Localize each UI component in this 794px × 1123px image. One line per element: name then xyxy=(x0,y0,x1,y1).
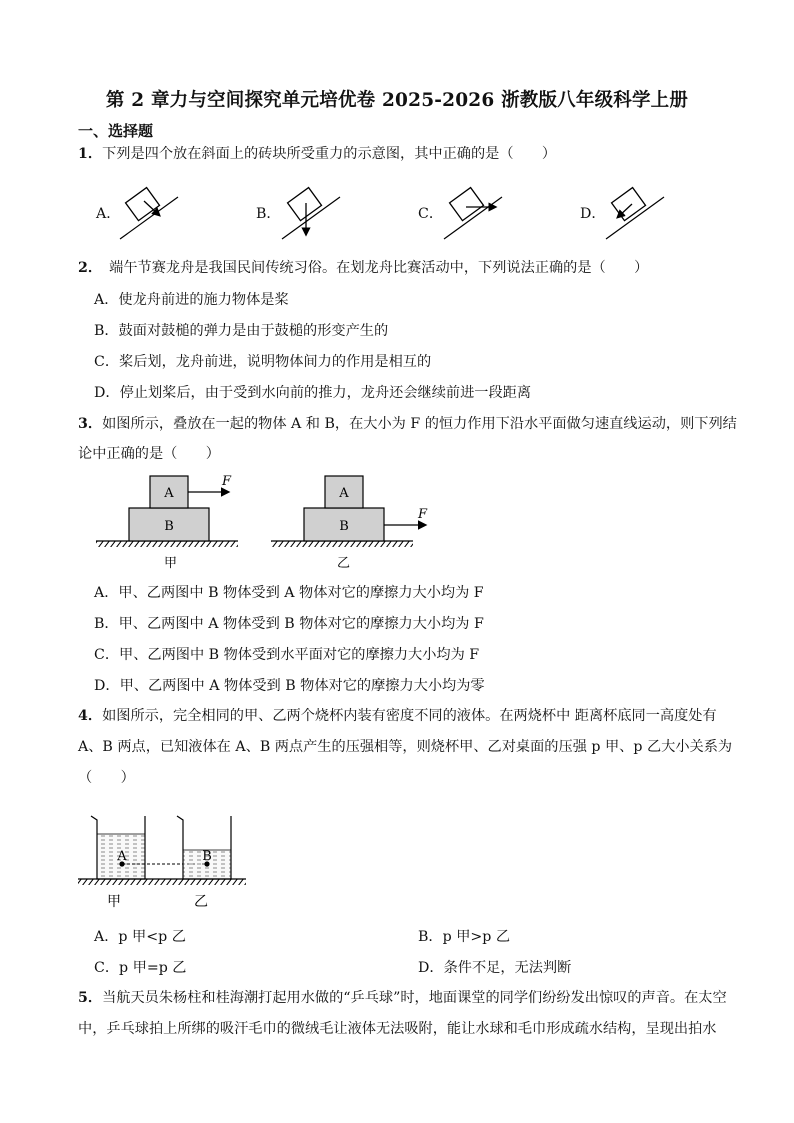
q1-figure-c xyxy=(442,185,506,243)
question-stem: 端午节赛龙舟是我国民间传统习俗。在划龙舟比赛活动中，下列说法正确的是（ ） xyxy=(94,260,649,276)
q2-option-d: D．停止划桨后，由于受到水向前的推力，龙舟还会继续前进一段距离 xyxy=(94,385,532,401)
point-b-label: B xyxy=(202,849,212,864)
question-4-stem-line-2: A、B 两点，已知液体在 A、B 两点产生的压强相等，则烧杯甲、乙对桌面的压强 p 甲、p 乙大小关系为 xyxy=(78,739,733,755)
question-5 xyxy=(78,988,727,1008)
block-a-label: A xyxy=(339,486,349,501)
question-number: 1． xyxy=(78,146,103,162)
q1-figure-a xyxy=(118,185,182,243)
q4-option-b: B．p 甲>p 乙 xyxy=(418,929,511,945)
q4-option-c: C．p 甲=p 乙 xyxy=(94,960,187,976)
question-number: 3． xyxy=(78,416,103,432)
beaker-jia xyxy=(91,816,145,879)
block-a-label: A xyxy=(164,486,174,501)
q1-option-b-label: B． xyxy=(256,206,281,222)
question-4-stem-line-3: （ ） xyxy=(78,770,135,786)
q3-figure xyxy=(92,468,452,578)
question-number: 2． xyxy=(78,260,95,276)
q1-figure-b xyxy=(280,185,344,243)
q3-option-c: C．甲、乙两图中 B 物体受到水平面对它的摩擦力大小均为 F xyxy=(94,647,480,663)
q3-option-d: D．甲、乙两图中 A 物体受到 B 物体对它的摩擦力大小均为零 xyxy=(94,678,485,694)
point-a-label: A xyxy=(117,849,127,864)
q4-option-a: A．p 甲<p 乙 xyxy=(94,929,186,945)
q2-option-b: B．鼓面对鼓槌的弹力是由于鼓槌的形变产生的 xyxy=(94,323,389,339)
force-label: F xyxy=(222,474,232,489)
question-3 xyxy=(78,414,737,434)
q3-figure-yi xyxy=(271,476,428,571)
q4-option-d: D．条件不足，无法判断 xyxy=(418,960,572,976)
figure-caption-yi: 乙 xyxy=(194,894,208,910)
question-stem-line-1: 如图所示，完全相同的甲、乙两个烧杯内装有密度不同的液体。在两烧杯中 距离杯底同一高度处有 xyxy=(102,708,717,724)
figure-caption-jia: 甲 xyxy=(164,556,178,571)
q1-option-d-label: D． xyxy=(580,206,606,222)
question-number: 4． xyxy=(78,708,103,724)
figure-caption-yi: 乙 xyxy=(337,556,351,571)
question-stem: 下列是四个放在斜面上的砖块所受重力的示意图，其中正确的是（ ） xyxy=(102,146,557,162)
q1-option-a-label: A． xyxy=(96,206,121,222)
question-stem-line-1: 当航天员朱杨柱和桂海潮打起用水做的“乒乓球”时，地面课堂的同学们纷纷发出惊叹的声音。在太空 xyxy=(102,990,727,1006)
question-4 xyxy=(78,706,717,726)
question-5-stem-line-2: 中，乒乓球拍上所绑的吸汗毛巾的微绒毛让液体无法吸附，能让水球和毛巾形成疏水结构，呈现出拍水 xyxy=(78,1021,717,1037)
q1-figure-d xyxy=(604,185,668,243)
block-b-label: B xyxy=(164,519,174,534)
question-3-stem-line-2: 论中正确的是（ ） xyxy=(78,446,220,462)
q4-figure xyxy=(76,806,256,916)
page-title: 第 2 章力与空间探究单元培优卷 2025-2026 浙教版八年级科学上册 xyxy=(105,90,689,111)
question-number: 5． xyxy=(78,990,103,1006)
q1-option-c-label: C． xyxy=(418,206,444,222)
figure-caption-jia: 甲 xyxy=(107,894,121,910)
force-label: F xyxy=(418,507,428,522)
beaker-yi xyxy=(177,816,231,879)
block-b-label: B xyxy=(339,519,349,534)
section-heading: 一、选择题 xyxy=(78,122,154,140)
q3-option-b: B．甲、乙两图中 A 物体受到 B 物体对它的摩擦力大小均为 F xyxy=(94,616,484,632)
q3-option-a: A．甲、乙两图中 B 物体受到 A 物体对它的摩擦力大小均为 F xyxy=(94,585,484,601)
q2-option-a: A．使龙舟前进的施力物体是桨 xyxy=(94,292,289,308)
question-2 xyxy=(78,258,648,278)
q3-figure-jia xyxy=(96,474,238,571)
question-1 xyxy=(78,144,556,164)
q2-option-c: C．桨后划，龙舟前进，说明物体间力的作用是相互的 xyxy=(94,354,432,370)
question-stem-line-1: 如图所示，叠放在一起的物体 A 和 B，在大小为 F 的恒力作用下沿水平面做匀速直线运动，则下列结 xyxy=(102,416,737,432)
